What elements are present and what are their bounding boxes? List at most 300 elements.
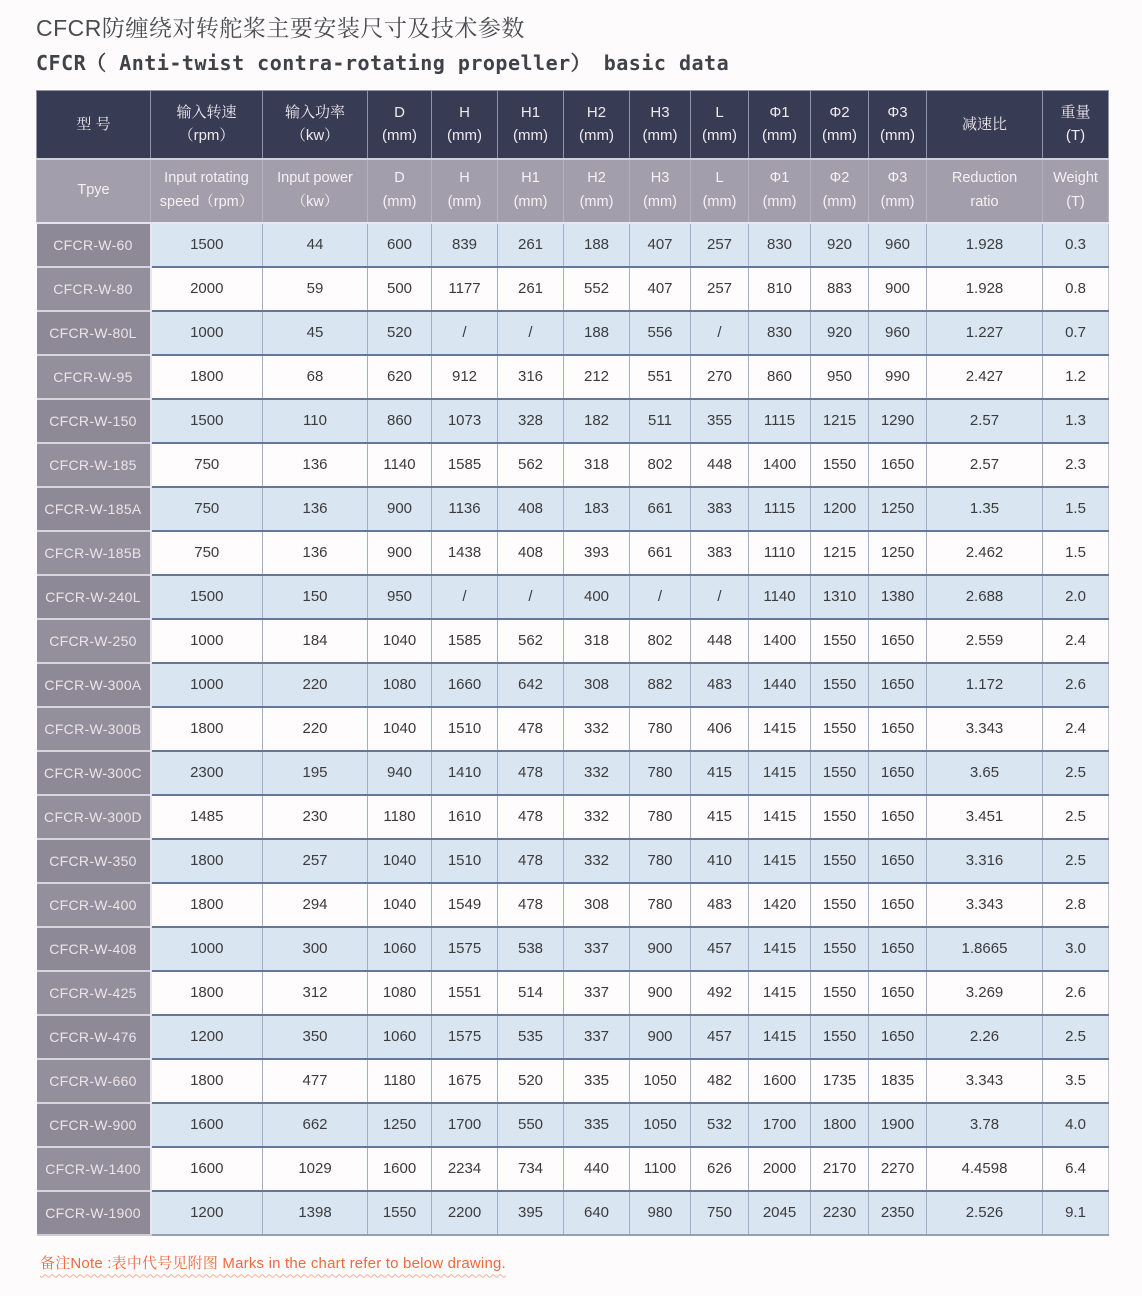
value-cell: 1200 [811,487,869,531]
value-cell: 136 [263,487,368,531]
header-cell [1043,91,1109,159]
value-cell: 1650 [869,839,927,883]
value-cell: 780 [630,839,691,883]
value-cell: 220 [263,707,368,751]
table-row [37,1015,1109,1059]
value-cell: 940 [368,751,432,795]
footnote: 备注Note :表中代号见附图 Marks in the chart refer to below drawing. [40,1254,506,1272]
value-cell: 6.4 [1043,1147,1109,1191]
value-cell: 337 [564,971,630,1015]
header-row-chinese [37,91,1109,159]
value-cell: / [691,311,749,355]
value-cell: 1415 [749,751,811,795]
value-cell: 261 [498,267,564,311]
value-cell: 3.0 [1043,927,1109,971]
model-cell: CFCR-W-95 [37,355,151,399]
value-cell: 1550 [811,663,869,707]
value-cell: 883 [811,267,869,311]
value-cell: 750 [151,443,263,487]
value-cell: 1250 [869,531,927,575]
header-label: 重量 [1060,104,1091,121]
header-label: Φ1 [769,104,790,121]
header-label: Φ1 [769,170,790,187]
value-cell: 3.316 [927,839,1043,883]
value-cell: 183 [564,487,630,531]
value-cell: 830 [749,311,811,355]
header-label: H2 [586,104,607,121]
value-cell: 1.35 [927,487,1043,531]
table-row [37,795,1109,839]
value-cell: 337 [564,1015,630,1059]
value-cell: 661 [630,531,691,575]
value-cell: 900 [368,531,432,575]
value-cell: 270 [691,355,749,399]
table-row [37,839,1109,883]
value-cell: 642 [498,663,564,707]
table-row [37,575,1109,619]
value-cell: 1415 [749,971,811,1015]
header-cell [749,159,811,223]
page-title-cn: CFCR防缠绕对转舵桨主要安装尺寸及技术参数 [36,15,525,41]
value-cell: 1040 [368,707,432,751]
value-cell: 332 [564,707,630,751]
header-label: Tpye [77,181,110,198]
header-label: （kw） [291,193,339,210]
header-label: Φ3 [887,170,908,187]
header-cell [432,159,498,223]
value-cell: 920 [811,223,869,267]
value-cell: 2.6 [1043,663,1109,707]
value-cell: 1060 [368,1015,432,1059]
header-label: 输入转速 [176,104,237,121]
value-cell: 734 [498,1147,564,1191]
value-cell: 1080 [368,971,432,1015]
value-cell: 1.2 [1043,355,1109,399]
model-cell: CFCR-W-476 [37,1015,151,1059]
value-cell: 188 [564,311,630,355]
value-cell: 990 [869,355,927,399]
value-cell: 1550 [368,1191,432,1235]
value-cell: 1550 [811,751,869,795]
value-cell: 0.7 [1043,311,1109,355]
value-cell: 1415 [749,927,811,971]
model-cell: CFCR-W-425 [37,971,151,1015]
value-cell: 294 [263,883,368,927]
value-cell: 1650 [869,707,927,751]
value-cell: 4.4598 [927,1147,1043,1191]
value-cell: 2.4 [1043,619,1109,663]
value-cell: 1675 [432,1059,498,1103]
value-cell: 220 [263,663,368,707]
value-cell: 2045 [749,1191,811,1235]
value-cell: 750 [151,487,263,531]
value-cell: 1551 [432,971,498,1015]
value-cell: 350 [263,1015,368,1059]
value-cell: 1650 [869,663,927,707]
header-label: （rpm） [178,127,235,145]
model-cell: CFCR-W-408 [37,927,151,971]
header-cell [151,159,263,223]
value-cell: 980 [630,1191,691,1235]
header-label: (mm) [513,127,548,145]
header-label: (mm) [382,193,417,210]
value-cell: 395 [498,1191,564,1235]
header-label: （kw） [290,127,340,145]
value-cell: 212 [564,355,630,399]
value-cell: 1650 [869,927,927,971]
model-cell: CFCR-W-185A [37,487,151,531]
value-cell: 780 [630,883,691,927]
table-row [37,883,1109,927]
value-cell: 150 [263,575,368,619]
value-cell: 960 [869,311,927,355]
value-cell: 300 [263,927,368,971]
value-cell: 1510 [432,707,498,751]
value-cell: 0.8 [1043,267,1109,311]
value-cell: 3.343 [927,1059,1043,1103]
header-label: (mm) [643,193,677,210]
value-cell: 562 [498,443,564,487]
value-cell: 1420 [749,883,811,927]
value-cell: 860 [749,355,811,399]
value-cell: 1000 [151,311,263,355]
value-cell: 900 [869,267,927,311]
table-row [37,1103,1109,1147]
value-cell: 1140 [749,575,811,619]
value-cell: 440 [564,1147,630,1191]
value-cell: 59 [263,267,368,311]
value-cell: 2.57 [927,443,1043,487]
header-label: Φ2 [829,170,850,187]
table-row [37,531,1109,575]
header-label: H3 [650,104,670,121]
value-cell: 882 [630,663,691,707]
value-cell: 950 [811,355,869,399]
model-cell: CFCR-W-300C [37,751,151,795]
value-cell: 1550 [811,795,869,839]
value-cell: 661 [630,487,691,531]
value-cell: 415 [691,751,749,795]
value-cell: 920 [811,311,869,355]
value-cell: 950 [368,575,432,619]
value-cell: 335 [564,1103,630,1147]
value-cell: 335 [564,1059,630,1103]
value-cell: 136 [263,531,368,575]
header-row-english [37,159,1109,223]
value-cell: 332 [564,751,630,795]
value-cell: 2.688 [927,575,1043,619]
value-cell: 1.172 [927,663,1043,707]
value-cell: 1177 [432,267,498,311]
value-cell: 860 [368,399,432,443]
header-cell [151,91,263,159]
value-cell: 2230 [811,1191,869,1235]
value-cell: 195 [263,751,368,795]
page-title-en: CFCR（ Anti-twist contra-rotating propeller） basic data [36,51,730,75]
value-cell: 1000 [151,619,263,663]
value-cell: 511 [630,399,691,443]
value-cell: 1510 [432,839,498,883]
value-cell: 780 [630,751,691,795]
value-cell: 0.3 [1043,223,1109,267]
value-cell: 2.6 [1043,971,1109,1015]
value-cell: 1073 [432,399,498,443]
value-cell: 1610 [432,795,498,839]
value-cell: 400 [564,575,630,619]
value-cell: 1415 [749,839,811,883]
value-cell: 2000 [749,1147,811,1191]
value-cell: 477 [263,1059,368,1103]
value-cell: 312 [263,971,368,1015]
value-cell: 257 [691,267,749,311]
value-cell: 1835 [869,1059,927,1103]
value-cell: 1650 [869,795,927,839]
header-cell [691,91,749,159]
value-cell: 410 [691,839,749,883]
header-cell [630,159,691,223]
value-cell: 2350 [869,1191,927,1235]
header-cell [432,91,498,159]
value-cell: 912 [432,355,498,399]
header-label: D [394,104,405,121]
value-cell: 1250 [869,487,927,531]
value-cell: 316 [498,355,564,399]
value-cell: 383 [691,531,749,575]
model-cell: CFCR-W-240L [37,575,151,619]
value-cell: 1215 [811,531,869,575]
header-label: (mm) [822,193,857,210]
header-cell [630,91,691,159]
value-cell: 780 [630,707,691,751]
model-cell: CFCR-W-900 [37,1103,151,1147]
value-cell: 478 [498,839,564,883]
header-label: Input rotating [164,170,249,187]
header-label: Reduction [951,170,1018,187]
value-cell: 4.0 [1043,1103,1109,1147]
model-cell: CFCR-W-185 [37,443,151,487]
value-cell: 1029 [263,1147,368,1191]
value-cell: 1200 [151,1015,263,1059]
value-cell: 478 [498,751,564,795]
value-cell: 2.8 [1043,883,1109,927]
header-cell [564,91,630,159]
value-cell: 1575 [432,927,498,971]
value-cell: 2234 [432,1147,498,1191]
value-cell: 1800 [151,971,263,1015]
value-cell: 1550 [811,443,869,487]
value-cell: 2.4 [1043,707,1109,751]
model-cell: CFCR-W-400 [37,883,151,927]
value-cell: 261 [498,223,564,267]
value-cell: 1380 [869,575,927,619]
value-cell: 1215 [811,399,869,443]
header-cell [927,91,1043,159]
value-cell: 1650 [869,751,927,795]
value-cell: 1600 [749,1059,811,1103]
value-cell: 393 [564,531,630,575]
value-cell: 1040 [368,839,432,883]
header-label: 减速比 [961,115,1007,133]
value-cell: 514 [498,971,564,1015]
value-cell: 1549 [432,883,498,927]
header-cell [498,159,564,223]
model-cell: CFCR-W-60 [37,223,151,267]
value-cell: 355 [691,399,749,443]
value-cell: 1800 [151,883,263,927]
value-cell: 1415 [749,707,811,751]
value-cell: 1060 [368,927,432,971]
value-cell: 662 [263,1103,368,1147]
value-cell: 1575 [432,1015,498,1059]
value-cell: 478 [498,883,564,927]
value-cell: 2.559 [927,619,1043,663]
model-cell: CFCR-W-185B [37,531,151,575]
table-row [37,311,1109,355]
value-cell: 136 [263,443,368,487]
value-cell: 3.78 [927,1103,1043,1147]
value-cell: 1180 [368,795,432,839]
header-label: H1 [520,104,541,121]
value-cell: 900 [630,1015,691,1059]
value-cell: 1.227 [927,311,1043,355]
value-cell: 182 [564,399,630,443]
value-cell: 332 [564,839,630,883]
value-cell: 1600 [151,1147,263,1191]
model-cell: CFCR-W-1900 [37,1191,151,1235]
table-row [37,223,1109,267]
value-cell: 457 [691,927,749,971]
value-cell: 1550 [811,619,869,663]
model-cell: CFCR-W-1400 [37,1147,151,1191]
value-cell: 556 [630,311,691,355]
value-cell: 1100 [630,1147,691,1191]
value-cell: 3.343 [927,883,1043,927]
value-cell: 478 [498,795,564,839]
value-cell: 328 [498,399,564,443]
header-label: (mm) [880,127,915,145]
value-cell: 532 [691,1103,749,1147]
header-cell [869,91,927,159]
value-cell: 1700 [432,1103,498,1147]
value-cell: 520 [368,311,432,355]
value-cell: 1650 [869,443,927,487]
value-cell: 550 [498,1103,564,1147]
header-label: (mm) [579,193,614,210]
value-cell: 1400 [749,619,811,663]
value-cell: 1140 [368,443,432,487]
model-cell: CFCR-W-80 [37,267,151,311]
value-cell: 308 [564,663,630,707]
value-cell: 448 [691,443,749,487]
value-cell: 1415 [749,795,811,839]
model-cell: CFCR-W-300B [37,707,151,751]
table-row [37,707,1109,751]
value-cell: 1136 [432,487,498,531]
value-cell: 1735 [811,1059,869,1103]
header-label: H1 [521,170,540,187]
value-cell: 1000 [151,663,263,707]
value-cell: 1800 [811,1103,869,1147]
table-row [37,443,1109,487]
header-label: (mm) [642,127,678,145]
value-cell: 110 [263,399,368,443]
header-label: H [459,104,470,121]
header-cell [1043,159,1109,223]
value-cell: 1660 [432,663,498,707]
value-cell: 45 [263,311,368,355]
header-label: D [394,170,405,187]
value-cell: 626 [691,1147,749,1191]
value-cell: 551 [630,355,691,399]
value-cell: 1050 [630,1059,691,1103]
value-cell: 1600 [151,1103,263,1147]
table-row [37,927,1109,971]
value-cell: 2.526 [927,1191,1043,1235]
value-cell: 1500 [151,399,263,443]
value-cell: 1900 [869,1103,927,1147]
value-cell: 802 [630,619,691,663]
value-cell: 1550 [811,707,869,751]
value-cell: 1250 [368,1103,432,1147]
table-row [37,751,1109,795]
value-cell: / [498,575,564,619]
header-label: (mm) [762,193,797,210]
header-label: H2 [587,170,606,187]
value-cell: 1500 [151,223,263,267]
value-cell: 308 [564,883,630,927]
header-label: (mm) [822,127,857,145]
value-cell: 2270 [869,1147,927,1191]
value-cell: 492 [691,971,749,1015]
header-label: 输入功率 [284,104,345,121]
value-cell: 2.0 [1043,575,1109,619]
header-label: Input power [277,170,353,187]
value-cell: 1290 [869,399,927,443]
table-row [37,663,1109,707]
header-label: H [459,170,470,187]
header-cell [263,91,368,159]
header-cell [869,159,927,223]
value-cell: 620 [368,355,432,399]
value-cell: 1550 [811,971,869,1015]
header-label: Φ3 [887,104,908,121]
value-cell: 2000 [151,267,263,311]
model-cell: CFCR-W-350 [37,839,151,883]
header-cell [564,159,630,223]
header-label: 型 号 [76,115,111,133]
value-cell: 2.462 [927,531,1043,575]
value-cell: 1440 [749,663,811,707]
value-cell: 448 [691,619,749,663]
value-cell: 1398 [263,1191,368,1235]
value-cell: 1.8665 [927,927,1043,971]
value-cell: 3.65 [927,751,1043,795]
value-cell: 337 [564,927,630,971]
table-row [37,971,1109,1015]
value-cell: 810 [749,267,811,311]
table-row [37,355,1109,399]
value-cell: 1.3 [1043,399,1109,443]
model-cell: CFCR-W-80L [37,311,151,355]
value-cell: 230 [263,795,368,839]
table-row [37,399,1109,443]
value-cell: / [630,575,691,619]
value-cell: 1550 [811,839,869,883]
value-cell: 1550 [811,883,869,927]
value-cell: 2.5 [1043,839,1109,883]
value-cell: 3.5 [1043,1059,1109,1103]
value-cell: 900 [368,487,432,531]
